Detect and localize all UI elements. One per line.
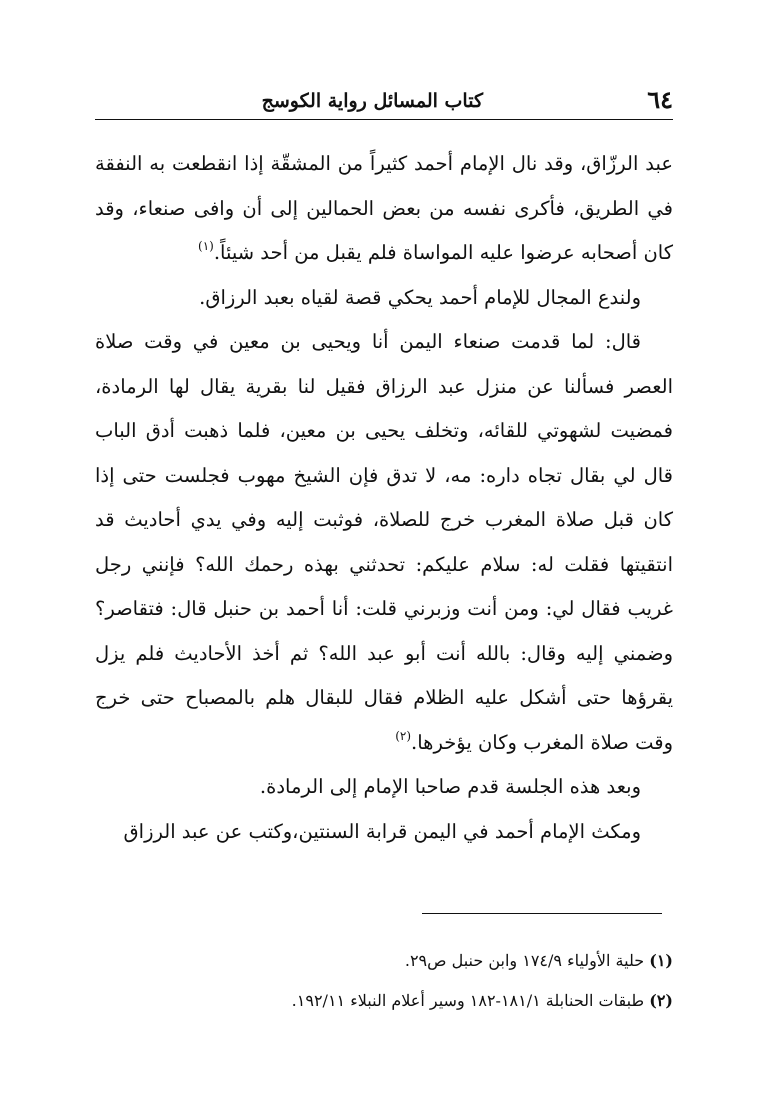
footnote-2 <box>95 981 673 1021</box>
paragraph-5: ومكث الإمام أحمد في اليمن قرابة السنتين،وكتب عن عبد الرزاق <box>123 819 641 843</box>
page-header <box>95 86 673 120</box>
paragraph-2: ولندع المجال للإمام أحمد يحكي قصة لقياه بعبد الرزاق. <box>199 285 641 309</box>
footnote-1-text: حلية الأولياء ١٧٤/٩ وابن حنبل ص٢٩. <box>404 951 645 970</box>
footnote-2-text: طبقات الحنابلة ١٨١/١-١٨٢ وسير أعلام النبلاء ١٩٢/١١. <box>291 991 645 1010</box>
page-number: ٦٤ <box>647 85 673 114</box>
footnotes <box>95 941 673 1021</box>
paragraph-3 <box>95 320 673 765</box>
header-rule <box>95 119 673 120</box>
footnote-2-number: (٢) <box>649 991 673 1010</box>
paragraph-4: وبعد هذه الجلسة قدم صاحبا الإمام إلى الرمادة. <box>259 775 641 798</box>
footnote-ref-2: (٢) <box>395 728 412 743</box>
footnote-ref-1: (١) <box>198 239 214 253</box>
footnote-1-number: (١) <box>649 951 673 970</box>
paragraph-1-text: عبد الرزّاق، وقد نال الإمام أحمد كثيراً من المشقّة إذا انقطعت به النفقة في الطريق، فأكرى نفسه من بعض الحمالين إلى أن وافى صنعاء، وقد كان أصحابه عرضوا عليه المواساة فلم يقبل من أحد شيئاً. <box>95 152 673 264</box>
footnote-rule <box>422 913 662 914</box>
paragraph-1 <box>95 142 673 276</box>
running-title: كتاب المسائل رواية الكوسج <box>261 90 483 112</box>
footnote-1 <box>95 941 673 981</box>
body-text <box>95 142 673 854</box>
paragraph-3-text: قال: لما قدمت صنعاء اليمن أنا ويحيى بن معين في وقت صلاة العصر فسألنا عن منزل عبد الرزاق فقيل لنا بقرية يقال لها الرمادة، فمضيت لشهوتي للقائه، وتخلف يحيى بن معين، فلما ذهبت أدق الباب قال لي بقال تجاه داره: مه، لا تدق فإن الشيخ مهوب فجلست حتى إذا كان قبل صلاة المغرب خرج للصلاة، فوثبت إليه وفي يدي أحاديث قد انتقيتها فقلت له: سلام عليكم: تحدثني بهذه رحمك الله؟ فإنني رجل غريب فقال لي: ومن أنت وزبرني قلت: أنا أحمد بن حنبل قال: فتقاصر؟ وضمني إليه وقال: بالله أنت أبو عبد الله؟ ثم أخذ الأحاديث فلم يزل يقرؤها حتى أشكل عليه الظلام فقال للبقال هلم بالمصباح حتى خرج وقت صلاة المغرب وكان يؤخرها. <box>95 330 673 754</box>
